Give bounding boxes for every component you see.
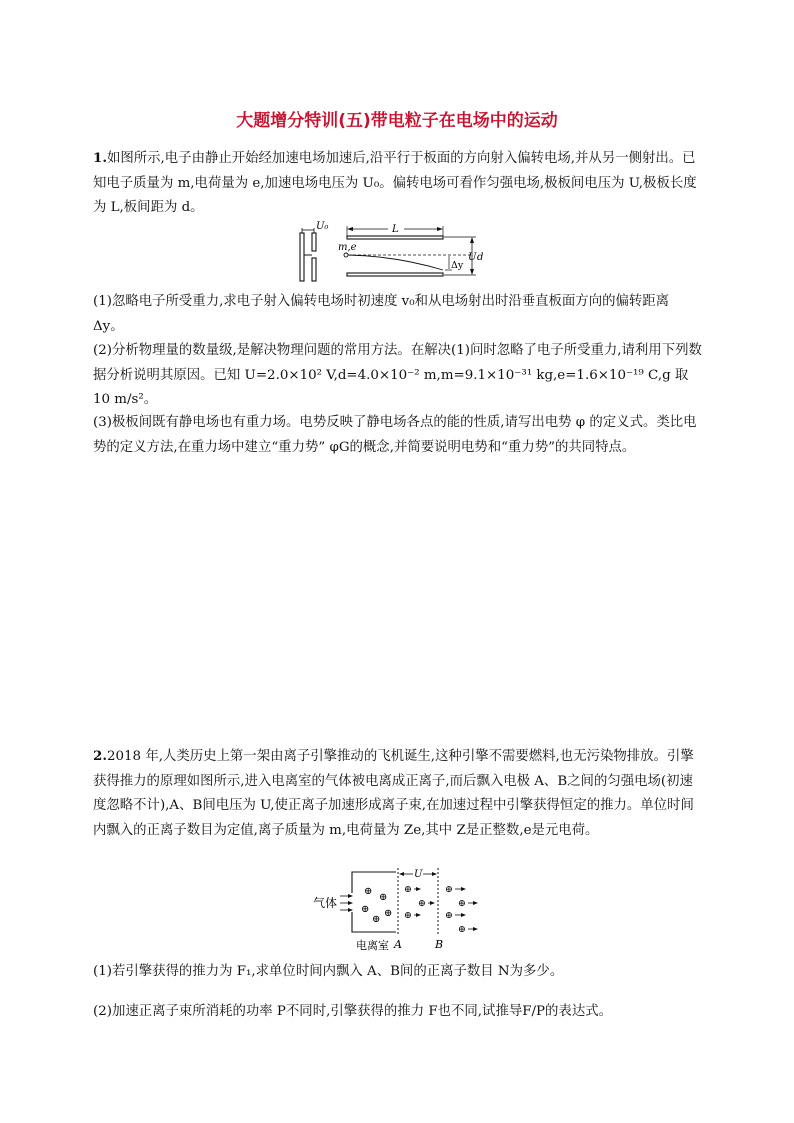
q1-part2: (2)分析物理量的数量级,是解决物理问题的常用方法。在解决(1)问时忽略了电子所受重力,请利用下列数据分析说明其原因。已知 U=2.0×10² V,d=4.0×10⁻² m,m=9.1×10⁻³¹ kg,e=1.6×10⁻¹⁹ C,g 取 10 m/s²。: [93, 343, 702, 407]
q1-me-label: m,e: [338, 242, 357, 253]
q1-lower-plate: [347, 273, 443, 276]
q1-L-label: L: [392, 224, 399, 235]
q2-figure: [312, 866, 497, 956]
q1-u0-label: U₀: [316, 221, 329, 232]
q2-ion: ⊕: [379, 892, 388, 903]
q2-ion: ⊕: [384, 908, 393, 919]
q2-number: 2.: [93, 748, 107, 764]
q2-ion: ⊕: [404, 884, 412, 895]
q2-ion: ⊕: [458, 898, 466, 909]
q1-upper-plate: [347, 236, 443, 239]
q2-ion: ⊕: [445, 910, 453, 921]
q1-stem: [93, 146, 703, 221]
q2-ion: ⊕: [372, 914, 381, 925]
q2-ion: ⊕: [361, 904, 370, 915]
q2-chamber-top: [352, 872, 396, 893]
q2-stem: [93, 744, 703, 843]
q1-mid-plate-lower: [312, 258, 316, 281]
q1-dy-label: Δy: [451, 260, 464, 271]
q1-U-label: U: [468, 252, 477, 263]
q1-figure: [296, 218, 496, 288]
q1-number: 1.: [93, 150, 107, 166]
q2-U-label: U: [414, 869, 423, 880]
q2-chamber-label: 电离室: [356, 939, 389, 952]
q1-part3: (3)极板间既有静电场也有重力场。电势反映了静电场各点的能的性质,请写出电势 φ 的定义式。类比电势的定义方法,在重力场中建立“重力势” φG的概念,并简要说明电势和“重力势”的共同特点。: [93, 415, 697, 455]
q2-part1: (1)若引擎获得的推力为 F₁,求单位时间内飘入 A、B间的正离子数目 N为多少。: [93, 964, 564, 979]
q2-stem-text: 2018 年,人类历史上第一架由离子引擎推动的飞机诞生,这种引擎不需要燃料,也无污染物排放。引擎获得推力的原理如图所示,进入电离室的气体被电离成正离子,而后飘入电极 A、B之间的匀强电场(初速度忽略不计),A、B间电压为 U,使正离子加速形成离子束,在加速过程中引擎获得恒定的推力。单位时间内飘入的正离子数目为定值,离子质量为 m,电荷量为 Ze,其中 Z是正整数,e是元电荷。: [93, 749, 694, 838]
q1-stem-text: 如图所示,电子由静止开始经加速电场加速后,沿平行于板面的方向射入偏转电场,并从另一侧射出。已知电子质量为 m,电荷量为 e,加速电场电压为 U₀。偏转电场可看作匀强电场,极板间电压为 U,极板长度为 L,板间距为 d。: [93, 151, 697, 215]
q1-d-label: d: [477, 252, 484, 263]
q2-B-label: B: [435, 938, 444, 951]
q2-ion: ⊕: [458, 924, 466, 935]
q2-gas-label: 气体: [313, 896, 338, 910]
q1-left-plate: [300, 233, 304, 281]
q1-trajectory: [348, 255, 443, 270]
q2-ion: ⊕: [404, 910, 412, 921]
q2-ion: ⊕: [364, 886, 373, 897]
q2-ion: ⊕: [445, 884, 453, 895]
q2-ion: ⊕: [418, 898, 426, 909]
q1-mid-plate-upper: [312, 233, 316, 251]
q1-part1: (1)忽略电子所受重力,求电子射入偏转电场时初速度 v₀和从电场射出时沿垂直板面方向的偏转距离 Δy。: [93, 294, 670, 334]
q2-A-label: A: [394, 938, 402, 951]
q2-part2: (2)加速正离子束所消耗的功率 P不同时,引擎获得的推力 F也不同,试推导F/P的表达式。: [93, 1004, 612, 1019]
page-title: 大题增分特训(五)带电粒子在电场中的运动: [236, 111, 558, 131]
q1-electron: [344, 253, 348, 257]
